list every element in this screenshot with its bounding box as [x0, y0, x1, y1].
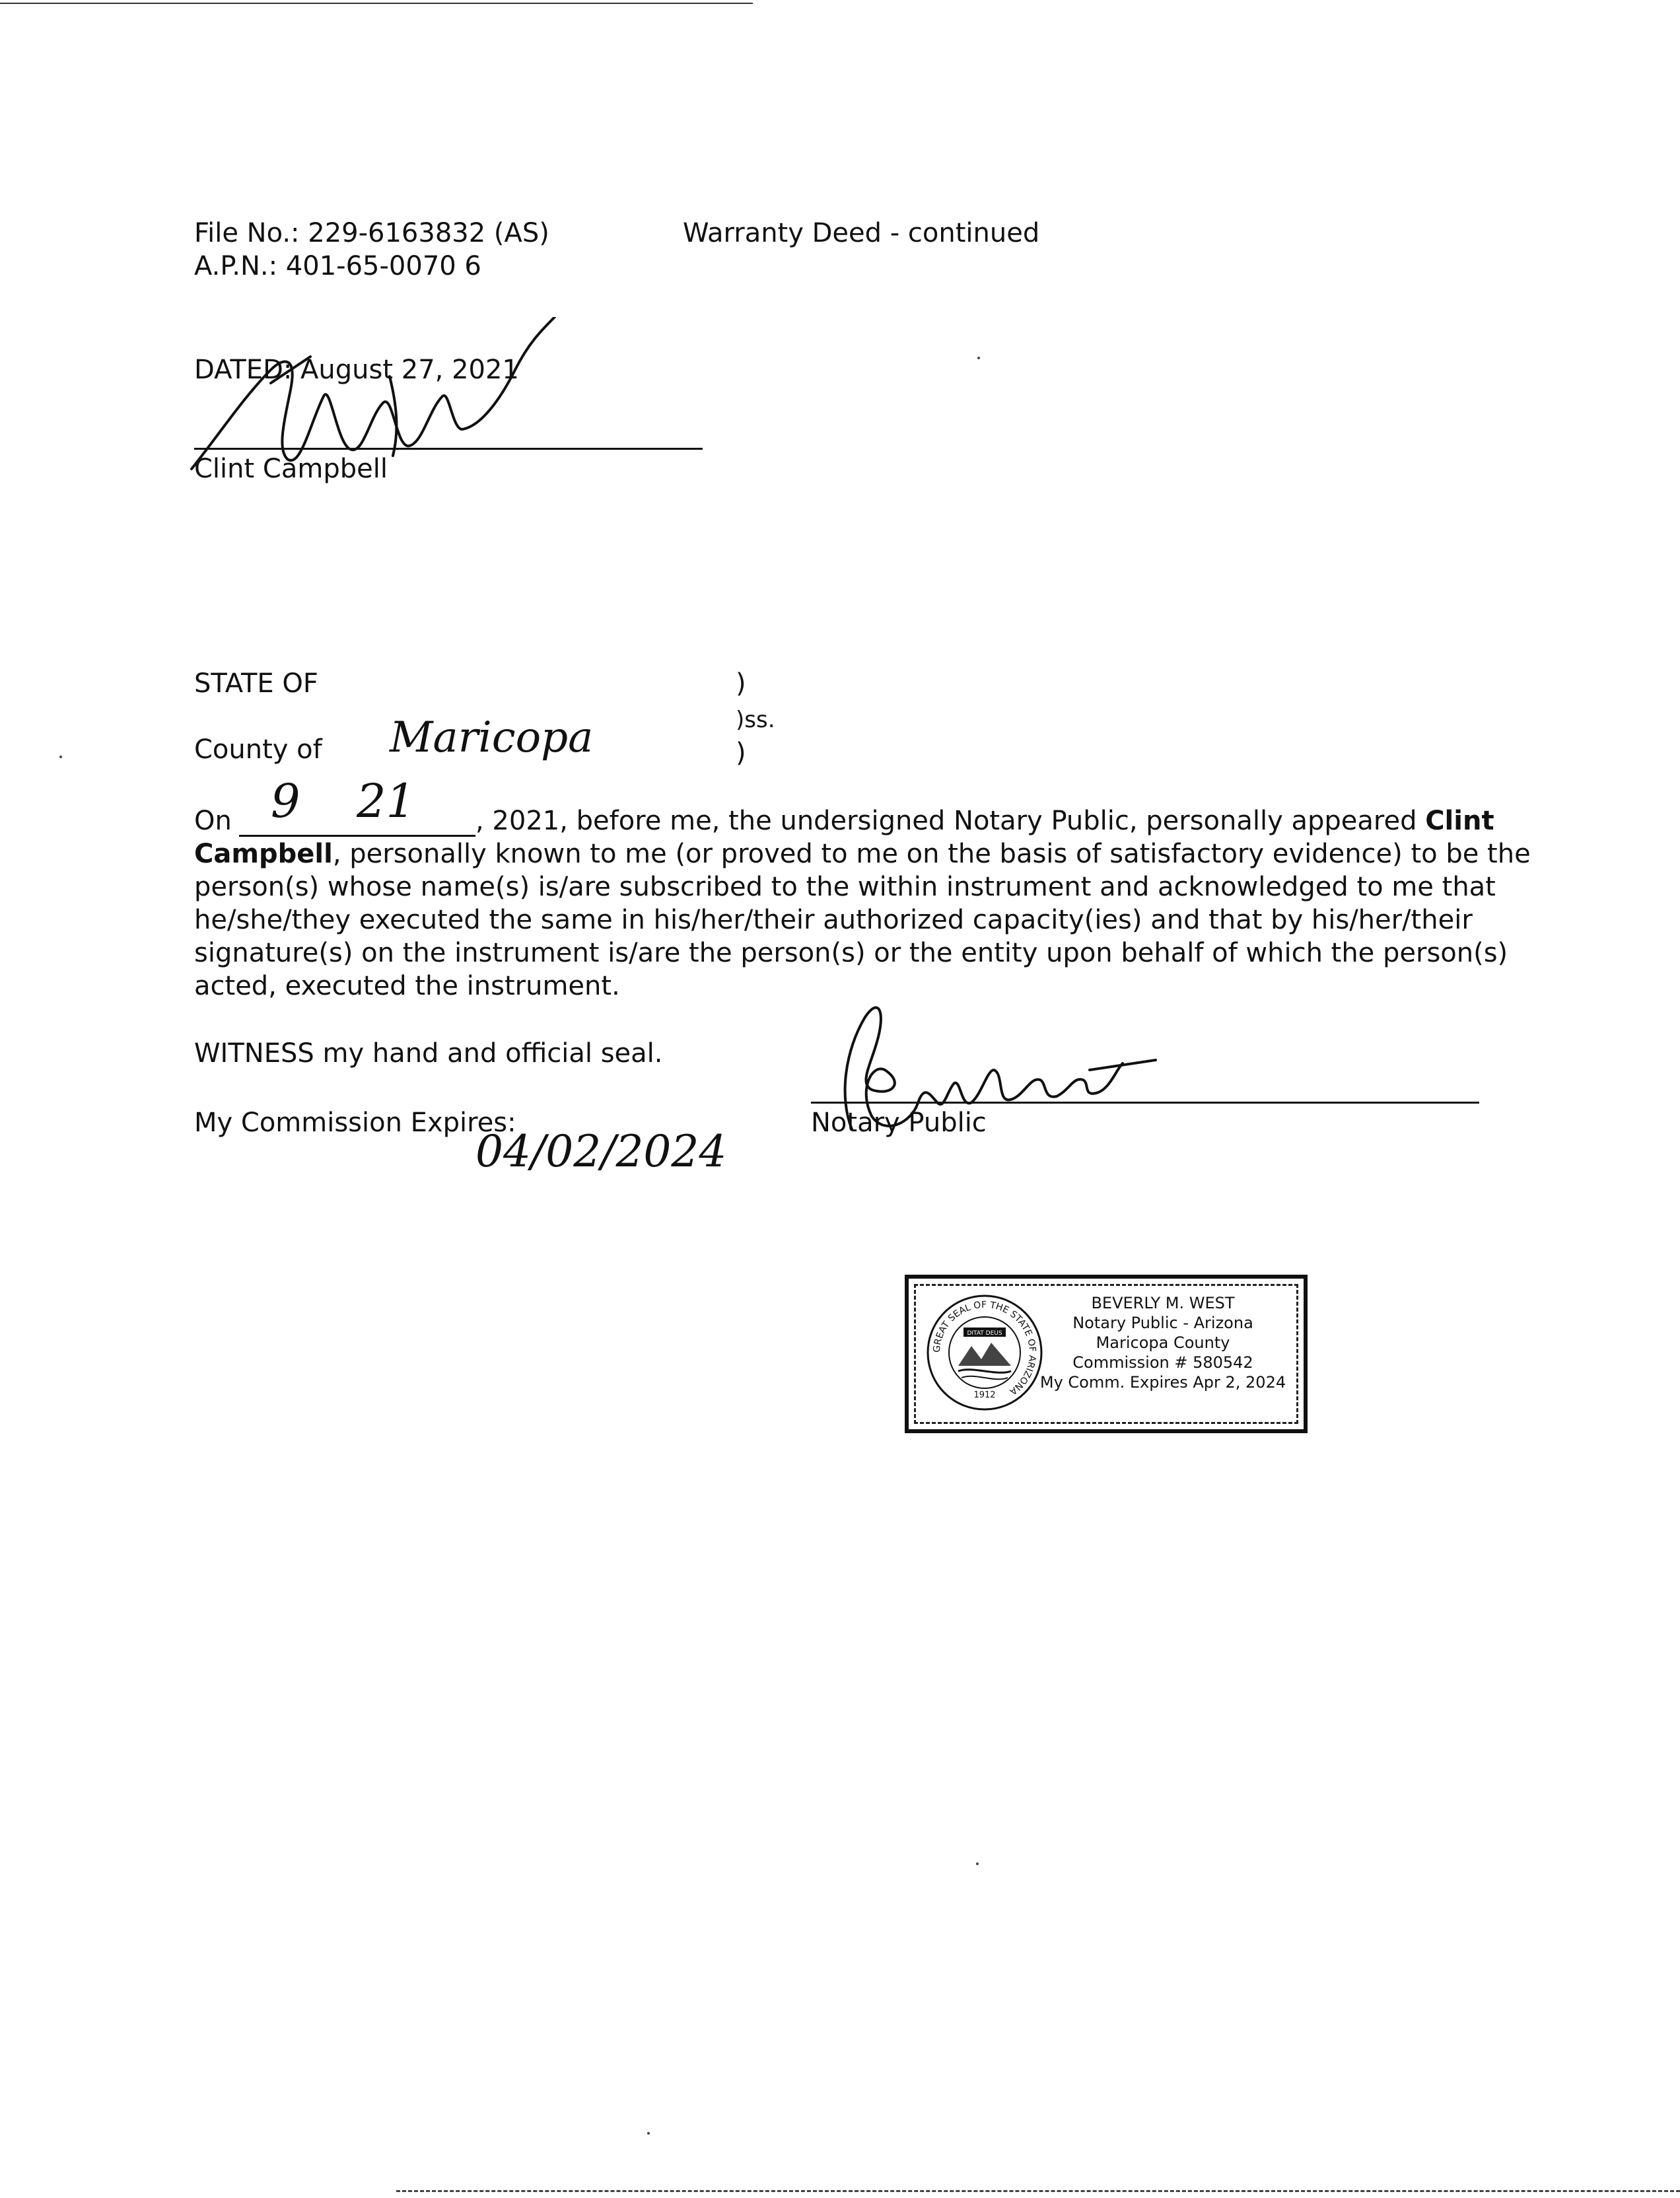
notary-stamp: [905, 1275, 1308, 1433]
notary-stamp-title: Notary Public - Arizona: [1072, 1314, 1253, 1332]
notary-stamp-text: [1037, 1293, 1288, 1392]
month-handwritten: 9: [271, 774, 300, 828]
scan-speck: [977, 357, 980, 359]
ack-line-3: person(s) whose name(s) is/are subscribed to the within instrument and acknowledged to me that: [194, 872, 1496, 902]
ack-line-1: [475, 804, 1494, 837]
apn-number: A.P.N.: 401-65-0070 6: [194, 251, 481, 281]
state-of-label: STATE OF: [194, 668, 318, 699]
ack-line-6: acted, executed the instrument.: [194, 971, 620, 1001]
notary-stamp-commission: Commission # 580542: [1072, 1353, 1253, 1372]
file-number: File No.: 229-6163832 (AS): [194, 218, 549, 248]
ack-line-1-text: , 2021, before me, the undersigned Notary Public, personally appeared: [475, 806, 1426, 836]
ack-line-2-bold: Campbell: [194, 839, 333, 869]
svg-text:GREAT SEAL OF THE STATE OF ARI: [932, 1300, 1037, 1397]
seal-motto: DITAT DEUS: [967, 1330, 1002, 1337]
ack-line-2: [194, 837, 1531, 870]
scan-edge-bottom: [396, 2190, 1680, 2192]
day-handwritten: 21: [357, 774, 416, 828]
notary-stamp-name: BEVERLY M. WEST: [1091, 1294, 1235, 1312]
county-of-label: County of: [194, 734, 322, 765]
notary-public-label: Notary Public: [811, 1108, 987, 1138]
scan-speck: [647, 2132, 650, 2135]
seal-year: 1912: [973, 1390, 996, 1400]
scan-edge-top: [0, 3, 753, 4]
ack-line-5: signature(s) on the instrument is/are the person(s) or the entity upon behalf of which the person(s): [194, 938, 1508, 968]
grantor-signature-line: [194, 448, 703, 450]
state-seal-icon: [925, 1293, 1044, 1412]
dated-label: DATED: August 27, 2021: [194, 355, 519, 385]
scan-speck: [976, 1862, 979, 1865]
scan-speck: [59, 756, 62, 758]
venue-paren-top: ): [736, 668, 746, 699]
venue-paren-bottom: ): [736, 738, 746, 768]
signer-name: Clint Campbell: [194, 454, 388, 484]
commission-expires-handwritten: 04/02/2024: [475, 1126, 727, 1177]
notary-stamp-expires: My Comm. Expires Apr 2, 2024: [1039, 1373, 1286, 1392]
witness-text: WITNESS my hand and official seal.: [194, 1038, 663, 1069]
ack-line-2-text: , personally known to me (or proved to me on the basis of satisfactory evidence) to be the: [332, 839, 1531, 869]
county-handwritten: Maricopa: [390, 713, 594, 762]
date-blank-line: [239, 835, 475, 837]
on-label: On: [194, 806, 232, 836]
notary-signature-line: [811, 1102, 1479, 1104]
commission-expires-label: My Commission Expires:: [194, 1108, 516, 1138]
ack-line-4: he/she/they executed the same in his/her/their authorized capacity(ies) and that by his/her/their: [194, 905, 1473, 935]
venue-ss: )ss.: [736, 707, 775, 733]
notary-stamp-county: Maricopa County: [1096, 1333, 1230, 1352]
ack-line-1-bold: Clint: [1425, 806, 1494, 836]
seal-ring-text: GREAT SEAL OF THE STATE OF ARIZONA: [931, 1299, 1038, 1397]
document-title: Warranty Deed - continued: [683, 218, 1040, 248]
